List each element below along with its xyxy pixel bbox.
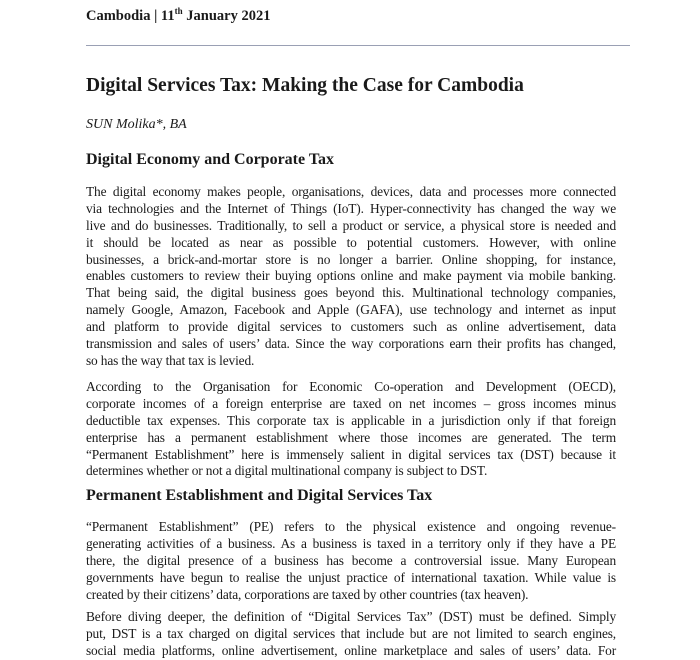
text-line: enterprise has a permanent establishment where those incomes are generated. The term (86, 429, 616, 445)
text-line: “Permanent Establishment” here is immensely salient in digital services tax (DST) because it (86, 446, 616, 462)
header-divider (86, 45, 630, 46)
text-line: via technologies and the Internet of Things (IoT). Hyper-connectivity has changed the way we (86, 200, 616, 216)
paragraph-digital-economy-2 (86, 379, 616, 480)
paragraph-digital-economy-1 (86, 184, 616, 370)
header-country: Cambodia (86, 8, 151, 24)
header-day-suffix: th (174, 6, 183, 16)
text-line: “Permanent Establishment” (PE) refers to the physical existence and ongoing revenue- (86, 519, 616, 534)
author-line: SUN Molika*, BA (86, 117, 187, 132)
page-header (86, 6, 270, 26)
text-line: The digital economy makes people, organisations, devices, data and processes more connected (86, 184, 616, 199)
text-line: enables customers to review their buying options online and make payment via mobile banking. (86, 268, 616, 284)
paragraph-permanent-establishment-2 (86, 609, 616, 660)
text-line: determines whether or not a digital multinational company is subject to DST. (86, 463, 488, 479)
text-line: put, DST is a tax charged on digital services that include but are not limited to search engines, (86, 625, 616, 641)
section-heading-permanent-establishment: Permanent Establishment and Digital Services Tax (86, 487, 433, 504)
text-line: That being said, the digital business goes beyond this. Multinational technology companies, (86, 285, 616, 301)
text-line: transmission and sales of users’ data. Since the way corporations earn their profits has changed, (86, 336, 616, 352)
text-line: it should be located as near as possible to potential customers. However, with online (86, 234, 616, 250)
text-line: businesses, a brick-and-mortar store is no longer a barrier. Online shopping, for instance, (86, 251, 616, 267)
paragraph-permanent-establishment-1 (86, 519, 616, 603)
document-title: Digital Services Tax: Making the Case for Cambodia (86, 75, 524, 96)
header-day: 11 (160, 8, 175, 24)
text-line: corporate incomes of a foreign enterprise are taxed on net incomes – gross incomes minus (86, 395, 616, 411)
text-line: so has the way that tax is levied. (86, 352, 255, 368)
text-line: governments have begun to realise the unjust practice of international taxation. While value is (86, 569, 616, 585)
text-line: generating activities of a business. As a business is taxed in a territory only if they have a PE (86, 535, 616, 551)
text-line: According to the Organisation for Economic Co-operation and Development (OECD), (86, 379, 616, 394)
text-line: Before diving deeper, the definition of “Digital Services Tax” (DST) must be defined. Simply (86, 609, 616, 624)
section-heading-digital-economy: Digital Economy and Corporate Tax (86, 151, 335, 168)
header-separator: | (154, 8, 158, 24)
text-line: namely Google, Amazon, Facebook and Apple (GAFA), use technology and internet as input (86, 302, 616, 318)
text-line: social media platforms, online advertisement, online marketplace and sales of users’ data. For (86, 642, 616, 658)
text-line: and platform to provide digital services to customers such as online advertisement, data (86, 319, 616, 335)
text-line: live and do businesses. Traditionally, to sell a product or service, a physical store is needed and (86, 217, 616, 233)
header-month-year: January 2021 (186, 8, 271, 24)
text-line: there, the digital presence of a business has become a controversial issue. Many European (86, 552, 616, 568)
text-line: created by their citizens’ data, corporations are taxed by other countries (tax heaven). (86, 586, 529, 602)
text-line: deductible tax expenses. This corporate tax is applicable in a jurisdiction only if that foreign (86, 412, 616, 428)
